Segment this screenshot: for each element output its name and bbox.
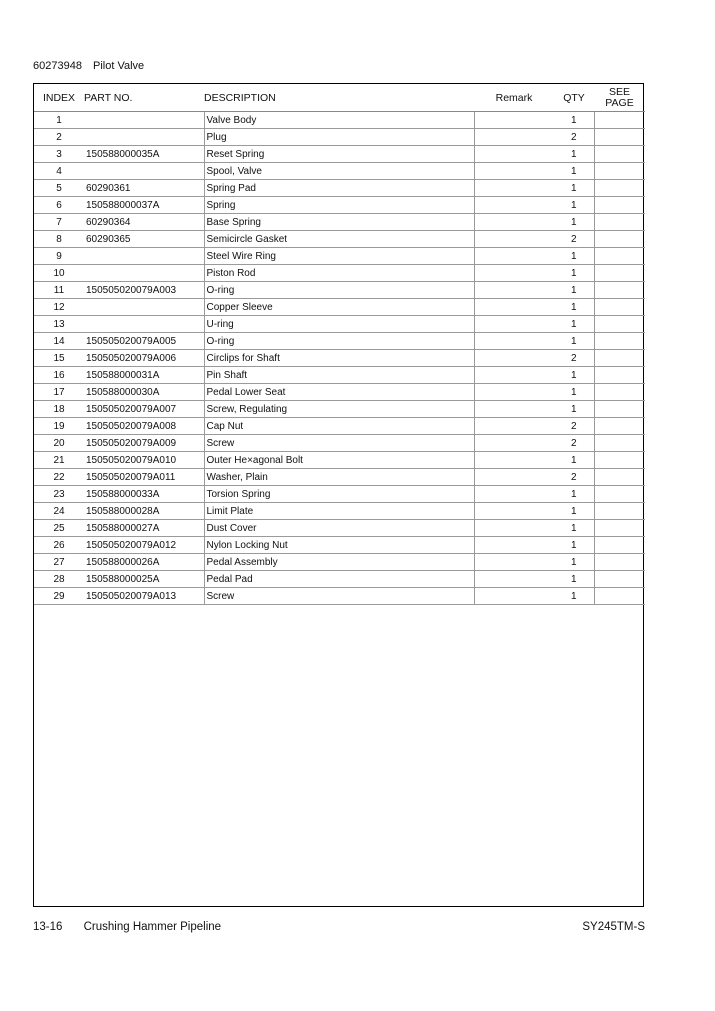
cell-part-no: 150505020079A008 [84, 418, 204, 435]
cell-description: Valve Body [204, 112, 474, 129]
cell-remark [474, 214, 554, 231]
cell-index: 3 [34, 146, 84, 163]
cell-qty: 1 [554, 452, 594, 469]
table-row [34, 163, 645, 180]
table-row [34, 503, 645, 520]
cell-qty: 2 [554, 418, 594, 435]
cell-description: Nylon Locking Nut [204, 537, 474, 554]
cell-remark [474, 469, 554, 486]
header-qty: QTY [554, 84, 594, 112]
cell-description: Pin Shaft [204, 367, 474, 384]
cell-remark [474, 129, 554, 146]
cell-description: O-ring [204, 282, 474, 299]
cell-index: 17 [34, 384, 84, 401]
cell-description: Torsion Spring [204, 486, 474, 503]
cell-remark [474, 248, 554, 265]
cell-remark [474, 418, 554, 435]
cell-description: Semicircle Gasket [204, 231, 474, 248]
parts-table-body [34, 112, 645, 605]
page-footer [33, 921, 645, 933]
table-row [34, 401, 645, 418]
header-part-no: PART NO. [84, 84, 204, 112]
cell-description: Base Spring [204, 214, 474, 231]
footer-model: SY245TM-S [582, 921, 645, 933]
cell-part-no: 150588000035A [84, 146, 204, 163]
cell-qty: 1 [554, 180, 594, 197]
cell-part-no: 60290365 [84, 231, 204, 248]
cell-description: Pedal Pad [204, 571, 474, 588]
cell-index: 28 [34, 571, 84, 588]
cell-remark [474, 554, 554, 571]
cell-description: O-ring [204, 333, 474, 350]
cell-part-no: 150505020079A010 [84, 452, 204, 469]
cell-qty: 1 [554, 282, 594, 299]
cell-see-page [594, 469, 645, 486]
cell-description: Copper Sleeve [204, 299, 474, 316]
cell-index: 13 [34, 316, 84, 333]
cell-remark [474, 588, 554, 605]
cell-index: 5 [34, 180, 84, 197]
cell-part-no: 150505020079A007 [84, 401, 204, 418]
cell-index: 8 [34, 231, 84, 248]
cell-index: 18 [34, 401, 84, 418]
cell-qty: 1 [554, 248, 594, 265]
cell-index: 20 [34, 435, 84, 452]
cell-description: Screw [204, 588, 474, 605]
cell-index: 19 [34, 418, 84, 435]
table-row [34, 588, 645, 605]
table-row [34, 231, 645, 248]
cell-remark [474, 452, 554, 469]
cell-see-page [594, 197, 645, 214]
cell-index: 26 [34, 537, 84, 554]
cell-part-no: 150588000033A [84, 486, 204, 503]
cell-qty: 1 [554, 588, 594, 605]
cell-description: Screw [204, 435, 474, 452]
cell-see-page [594, 214, 645, 231]
cell-description: Circlips for Shaft [204, 350, 474, 367]
cell-remark [474, 384, 554, 401]
cell-description: Piston Rod [204, 265, 474, 282]
cell-index: 2 [34, 129, 84, 146]
header-index: INDEX [34, 84, 84, 112]
parts-table-frame [33, 83, 644, 907]
cell-remark [474, 231, 554, 248]
cell-qty: 1 [554, 265, 594, 282]
cell-remark [474, 197, 554, 214]
cell-see-page [594, 384, 645, 401]
cell-remark [474, 265, 554, 282]
table-row [34, 452, 645, 469]
table-row [34, 282, 645, 299]
footer-section-title: Crushing Hammer Pipeline [83, 921, 222, 933]
cell-description: Spring [204, 197, 474, 214]
cell-description: U-ring [204, 316, 474, 333]
cell-see-page [594, 401, 645, 418]
cell-remark [474, 350, 554, 367]
table-row [34, 129, 645, 146]
cell-remark [474, 299, 554, 316]
cell-qty: 1 [554, 503, 594, 520]
cell-qty: 1 [554, 554, 594, 571]
cell-qty: 1 [554, 367, 594, 384]
cell-part-no: 150505020079A013 [84, 588, 204, 605]
cell-remark [474, 163, 554, 180]
cell-remark [474, 401, 554, 418]
cell-description: Dust Cover [204, 520, 474, 537]
cell-see-page [594, 452, 645, 469]
cell-part-no [84, 129, 204, 146]
table-row [34, 180, 645, 197]
table-row [34, 554, 645, 571]
cell-part-no: 150588000028A [84, 503, 204, 520]
header-see-page [594, 84, 645, 112]
cell-index: 4 [34, 163, 84, 180]
cell-see-page [594, 554, 645, 571]
cell-part-no: 150588000027A [84, 520, 204, 537]
cell-remark [474, 503, 554, 520]
cell-part-no: 60290364 [84, 214, 204, 231]
cell-index: 11 [34, 282, 84, 299]
cell-index: 6 [34, 197, 84, 214]
cell-remark [474, 537, 554, 554]
table-row [34, 469, 645, 486]
table-row [34, 520, 645, 537]
table-row [34, 350, 645, 367]
cell-qty: 2 [554, 231, 594, 248]
cell-remark [474, 520, 554, 537]
cell-part-no: 150588000031A [84, 367, 204, 384]
table-row [34, 333, 645, 350]
cell-remark [474, 435, 554, 452]
cell-remark [474, 112, 554, 129]
cell-index: 25 [34, 520, 84, 537]
cell-description: Plug [204, 129, 474, 146]
table-row [34, 418, 645, 435]
cell-description: Pedal Lower Seat [204, 384, 474, 401]
table-header-row [34, 84, 645, 112]
cell-see-page [594, 265, 645, 282]
cell-see-page [594, 248, 645, 265]
cell-see-page [594, 231, 645, 248]
table-row [34, 248, 645, 265]
cell-qty: 2 [554, 350, 594, 367]
assembly-part-number: 60273948 [33, 60, 82, 72]
cell-remark [474, 146, 554, 163]
cell-qty: 1 [554, 520, 594, 537]
cell-qty: 2 [554, 129, 594, 146]
cell-remark [474, 180, 554, 197]
parts-table [34, 84, 645, 605]
cell-part-no: 150505020079A006 [84, 350, 204, 367]
cell-see-page [594, 146, 645, 163]
table-row [34, 537, 645, 554]
cell-qty: 1 [554, 316, 594, 333]
cell-index: 1 [34, 112, 84, 129]
table-row [34, 316, 645, 333]
table-row [34, 197, 645, 214]
cell-qty: 1 [554, 486, 594, 503]
cell-see-page [594, 163, 645, 180]
header-description: DESCRIPTION [204, 84, 474, 112]
cell-index: 29 [34, 588, 84, 605]
document-heading [33, 60, 144, 72]
cell-see-page [594, 367, 645, 384]
table-row [34, 367, 645, 384]
table-row [34, 486, 645, 503]
cell-see-page [594, 316, 645, 333]
cell-remark [474, 316, 554, 333]
cell-see-page [594, 333, 645, 350]
cell-qty: 2 [554, 435, 594, 452]
cell-part-no [84, 299, 204, 316]
table-row [34, 571, 645, 588]
cell-see-page [594, 112, 645, 129]
cell-index: 10 [34, 265, 84, 282]
cell-remark [474, 486, 554, 503]
cell-part-no [84, 248, 204, 265]
cell-index: 7 [34, 214, 84, 231]
cell-description: Spool, Valve [204, 163, 474, 180]
cell-see-page [594, 571, 645, 588]
cell-remark [474, 571, 554, 588]
cell-remark [474, 333, 554, 350]
cell-description: Cap Nut [204, 418, 474, 435]
cell-index: 21 [34, 452, 84, 469]
cell-qty: 1 [554, 537, 594, 554]
cell-qty: 1 [554, 197, 594, 214]
cell-qty: 1 [554, 214, 594, 231]
cell-index: 22 [34, 469, 84, 486]
cell-description: Outer He×agonal Bolt [204, 452, 474, 469]
assembly-title: Pilot Valve [93, 60, 145, 72]
cell-part-no [84, 265, 204, 282]
cell-part-no: 150505020079A005 [84, 333, 204, 350]
cell-index: 24 [34, 503, 84, 520]
table-row [34, 112, 645, 129]
cell-part-no [84, 112, 204, 129]
cell-index: 23 [34, 486, 84, 503]
cell-qty: 1 [554, 384, 594, 401]
cell-see-page [594, 418, 645, 435]
cell-part-no: 60290361 [84, 180, 204, 197]
cell-see-page [594, 435, 645, 452]
cell-index: 16 [34, 367, 84, 384]
cell-qty: 1 [554, 333, 594, 350]
cell-part-no: 150505020079A012 [84, 537, 204, 554]
cell-part-no: 150505020079A011 [84, 469, 204, 486]
cell-see-page [594, 299, 645, 316]
cell-part-no: 150588000030A [84, 384, 204, 401]
cell-qty: 1 [554, 146, 594, 163]
cell-description: Limit Plate [204, 503, 474, 520]
cell-see-page [594, 350, 645, 367]
cell-description: Screw, Regulating [204, 401, 474, 418]
cell-index: 9 [34, 248, 84, 265]
table-row [34, 384, 645, 401]
cell-qty: 1 [554, 571, 594, 588]
header-see-page-line2: PAGE [605, 96, 634, 109]
cell-part-no [84, 163, 204, 180]
cell-description: Spring Pad [204, 180, 474, 197]
cell-part-no [84, 316, 204, 333]
cell-qty: 2 [554, 469, 594, 486]
cell-see-page [594, 520, 645, 537]
table-row [34, 214, 645, 231]
cell-index: 12 [34, 299, 84, 316]
cell-see-page [594, 588, 645, 605]
cell-index: 14 [34, 333, 84, 350]
cell-description: Pedal Assembly [204, 554, 474, 571]
cell-part-no: 150588000026A [84, 554, 204, 571]
cell-index: 15 [34, 350, 84, 367]
cell-see-page [594, 486, 645, 503]
cell-see-page [594, 129, 645, 146]
cell-description: Reset Spring [204, 146, 474, 163]
cell-see-page [594, 537, 645, 554]
cell-description: Washer, Plain [204, 469, 474, 486]
cell-see-page [594, 503, 645, 520]
table-row [34, 146, 645, 163]
cell-part-no: 150505020079A009 [84, 435, 204, 452]
table-row [34, 435, 645, 452]
header-remark: Remark [474, 84, 554, 112]
cell-remark [474, 282, 554, 299]
cell-part-no: 150505020079A003 [84, 282, 204, 299]
header-see-page-line1: SEE [608, 85, 630, 98]
cell-see-page [594, 180, 645, 197]
cell-qty: 1 [554, 299, 594, 316]
cell-remark [474, 367, 554, 384]
cell-index: 27 [34, 554, 84, 571]
cell-description: Steel Wire Ring [204, 248, 474, 265]
cell-qty: 1 [554, 112, 594, 129]
footer-page-number: 13-16 [33, 921, 63, 933]
cell-part-no: 150588000025A [84, 571, 204, 588]
cell-qty: 1 [554, 163, 594, 180]
cell-part-no: 150588000037A [84, 197, 204, 214]
table-row [34, 265, 645, 282]
cell-qty: 1 [554, 401, 594, 418]
table-row [34, 299, 645, 316]
cell-see-page [594, 282, 645, 299]
